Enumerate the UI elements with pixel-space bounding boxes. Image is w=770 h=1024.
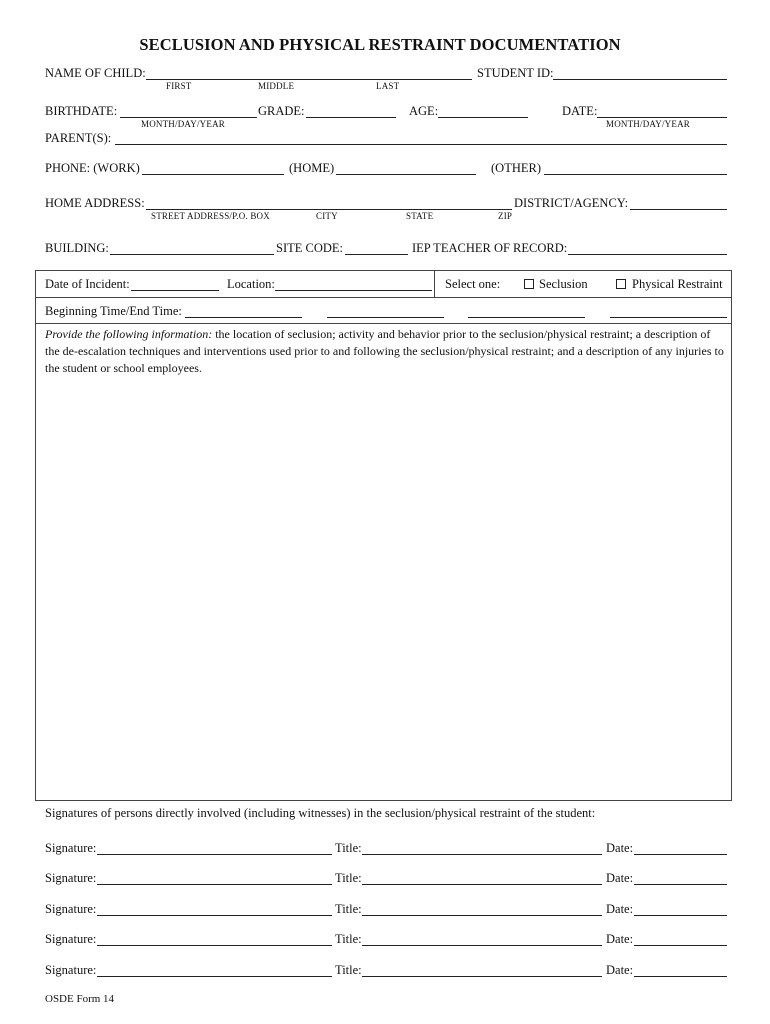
site-code-field[interactable]	[345, 254, 408, 255]
name-of-child-field[interactable]	[146, 79, 472, 80]
first-name-hint: FIRST	[166, 81, 192, 91]
birthdate-label: BIRTHDATE:	[45, 104, 118, 118]
date-label: Date:	[606, 841, 634, 855]
date-of-incident-field[interactable]	[131, 290, 219, 291]
time-field-3[interactable]	[468, 317, 585, 318]
birthdate-field[interactable]	[120, 117, 257, 118]
instructions-text: the location of seclusion; activity and behavior prior to the seclusion/physical restraint; a description of the de-escalation techniques and interventions used prior to and following the seclusion/physical restraint; and a description of any injuries to the student or school employees.	[45, 327, 724, 376]
title-field[interactable]	[362, 915, 602, 916]
name-of-child-label: NAME OF CHILD:	[45, 66, 146, 80]
signature-label: Signature:	[45, 963, 97, 977]
title-field[interactable]	[362, 884, 602, 885]
date-hint: MONTH/DAY/YEAR	[606, 119, 690, 129]
building-field[interactable]	[110, 254, 274, 255]
date-field[interactable]	[634, 854, 727, 855]
parents-label: PARENT(S):	[45, 131, 112, 145]
grade-label: GRADE:	[258, 104, 305, 118]
incident-description-area[interactable]	[45, 380, 725, 795]
time-field-4[interactable]	[610, 317, 727, 318]
age-field[interactable]	[438, 117, 528, 118]
birthdate-hint: MONTH/DAY/YEAR	[141, 119, 225, 129]
parents-field[interactable]	[115, 144, 727, 145]
date-label: Date:	[606, 902, 634, 916]
location-field[interactable]	[275, 290, 432, 291]
phone-work-field[interactable]	[142, 174, 284, 175]
zip-hint: ZIP	[498, 211, 513, 221]
iep-teacher-field[interactable]	[568, 254, 727, 255]
date-field[interactable]	[597, 117, 727, 118]
iep-teacher-label: IEP TEACHER OF RECORD:	[412, 241, 568, 255]
date-label: DATE:	[562, 104, 598, 118]
phone-home-label: (HOME)	[289, 161, 335, 175]
time-field-1[interactable]	[185, 317, 302, 318]
student-id-label: STUDENT ID:	[477, 66, 554, 80]
form-number: OSDE Form 14	[45, 993, 115, 1005]
signatures-intro: Signatures of persons directly involved (including witnesses) in the seclusion/physical restraint of the student:	[45, 806, 596, 820]
district-agency-label: DISTRICT/AGENCY:	[514, 196, 629, 210]
last-name-hint: LAST	[376, 81, 400, 91]
incident-divider	[434, 270, 435, 297]
home-address-label: HOME ADDRESS:	[45, 196, 145, 210]
date-field[interactable]	[634, 884, 727, 885]
date-field[interactable]	[634, 945, 727, 946]
title-label: Title:	[335, 932, 362, 946]
district-agency-field[interactable]	[630, 209, 727, 210]
state-hint: STATE	[406, 211, 434, 221]
grade-field[interactable]	[306, 117, 396, 118]
home-address-field[interactable]	[146, 209, 512, 210]
incident-instructions	[45, 326, 725, 378]
phone-work-label: PHONE: (WORK)	[45, 161, 140, 175]
date-label: Date:	[606, 932, 634, 946]
date-field[interactable]	[634, 976, 727, 977]
select-one-label: Select one:	[445, 277, 501, 291]
seclusion-option-label: Seclusion	[539, 277, 588, 291]
title-field[interactable]	[362, 976, 602, 977]
building-label: BUILDING:	[45, 241, 109, 255]
signature-label: Signature:	[45, 841, 97, 855]
title-label: Title:	[335, 963, 362, 977]
city-hint: CITY	[316, 211, 338, 221]
phone-other-field[interactable]	[544, 174, 727, 175]
signature-label: Signature:	[45, 932, 97, 946]
physical-restraint-checkbox[interactable]	[616, 279, 626, 289]
seclusion-checkbox[interactable]	[524, 279, 534, 289]
incident-info-divider	[35, 323, 732, 324]
signature-field[interactable]	[97, 945, 332, 946]
signature-label: Signature:	[45, 902, 97, 916]
signature-label: Signature:	[45, 871, 97, 885]
signature-field[interactable]	[97, 915, 332, 916]
title-field[interactable]	[362, 854, 602, 855]
date-label: Date:	[606, 871, 634, 885]
incident-row-divider	[35, 297, 732, 298]
signature-field[interactable]	[97, 976, 332, 977]
signature-field[interactable]	[97, 854, 332, 855]
title-label: Title:	[335, 902, 362, 916]
physical-restraint-option-label: Physical Restraint	[632, 277, 723, 291]
signature-field[interactable]	[97, 884, 332, 885]
date-of-incident-label: Date of Incident:	[45, 277, 130, 291]
page-title: SECLUSION AND PHYSICAL RESTRAINT DOCUMENTATION	[139, 35, 621, 54]
phone-other-label: (OTHER)	[491, 161, 541, 175]
title-label: Title:	[335, 871, 362, 885]
student-id-field[interactable]	[553, 79, 727, 80]
instructions-italic: Provide the following information:	[45, 327, 213, 341]
time-field-2[interactable]	[327, 317, 444, 318]
age-label: AGE:	[409, 104, 439, 118]
street-address-hint: STREET ADDRESS/P.O. BOX	[151, 211, 270, 221]
time-label: Beginning Time/End Time:	[45, 304, 182, 318]
date-label: Date:	[606, 963, 634, 977]
site-code-label: SITE CODE:	[276, 241, 344, 255]
title-label: Title:	[335, 841, 362, 855]
date-field[interactable]	[634, 915, 727, 916]
middle-name-hint: MIDDLE	[258, 81, 295, 91]
phone-home-field[interactable]	[336, 174, 476, 175]
location-label: Location:	[227, 277, 275, 291]
title-field[interactable]	[362, 945, 602, 946]
